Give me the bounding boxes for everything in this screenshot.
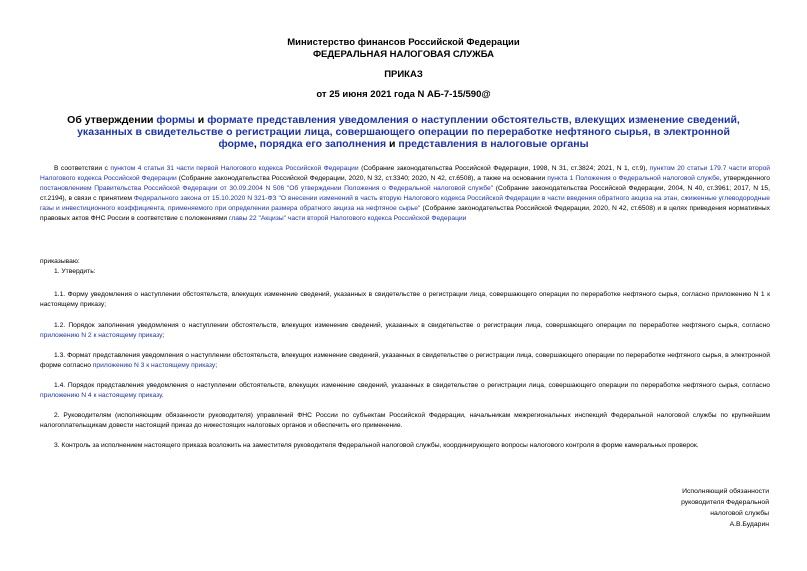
link-appendix-2[interactable]: приложению N 2 к настоящему приказу [40,331,163,339]
ministry-name: Министерство финансов Российской Федерации [287,37,520,48]
item-1-3 [40,351,770,371]
link-chapter-22[interactable]: главы 22 "Акцизы" части второй Налогового кодекса Российской Федерации [229,214,467,222]
link-government-decree[interactable]: постановлением Правительства Российской Федерации от 30.09.2004 N 506 "Об утверждении Положения о Федеральной налоговой службе" [40,184,494,192]
link-federal-law-321[interactable]: Федерального закона от 15.10.2020 N 321-ФЗ "О внесении изменений в часть вторую Налогового кодекса Российской Федерации в части введения обратного акциза на этан, сжиженные углеводородные газы и инвестиционного коэффициента, применяемого при определении размера обратного акциза на нефтяное сырье" [40,194,771,212]
signatory-name: А.В.Бударин [729,521,769,528]
signature-line-1: Исполняющий обязанности [682,488,769,495]
preamble-text: (Собрание законодательства Российской Федерации, 2020, N 42, ст.6508) и в целях приведения нормативных правовых актов ФНС России в соответствие с положениями [40,204,770,222]
item-text: . [161,391,164,399]
link-appendix-3[interactable]: приложению N 3 к настоящему приказу [92,361,216,369]
item-text: 1.3. Формат представления уведомления о наступлении обстоятельств, влекущих изменение сведений, указанных в свидетельстве о регистрации лица, совершающего операции по переработке нефтяного сырья, в электронной форме согласно [40,352,770,369]
item-text: ; [162,331,165,339]
item-1-1: 1.1. Форму уведомления о наступлении обстоятельств, влекущих изменение сведений, указанных в свидетельстве о регистрации лица, совершающего операции по переработке нефтяного сырья, согласно приложению N 1 к настоящему приказу; [40,291,770,308]
document-title [60,114,747,150]
preamble-text: (Собрание законодательства Российской Федерации, 1998, N 31, ст.3824; 2021, N 1, ст.9), [358,165,650,172]
item-text: 1.2. Порядок заполнения уведомления о наступлении обстоятельств, влекущих изменение сведений, указанных в свидетельстве о регистрации лица, совершающего операции по переработке нефтяного сырья, согласно [54,322,770,329]
order-word: приказываю: [40,258,80,265]
item-3: 3. Контроль за исполнением настоящего приказа возложить на заместителя руководителя Федеральной налоговой службы, координирующего вопросы налогового контроля в форме камеральных проверок. [54,442,699,449]
signature-line-3: налоговой службы [710,510,769,517]
title-link-procedure[interactable]: порядка его заполнения [259,138,387,150]
item-2: 2. Руководителям (исполняющим обязанности руководителя) управлений ФНС России по субъектам Российской Федерации, начальникам межрегиональных инспекций Федеральной налоговой службы по крупнейшим налогоплательщикам довести настоящий приказ до нижестоящих налоговых органов и обеспечить его применение. [40,412,770,429]
document-date-number: от 25 июня 2021 года N АБ-7-15/590@ [316,89,491,100]
title-text: и [386,138,399,150]
link-appendix-4[interactable]: приложению N 4 к настоящему приказу [40,391,162,399]
title-text: Об утверждении [67,114,157,126]
title-text: , [253,138,260,150]
preamble-text: В соответствии с [54,165,111,172]
signature-block [681,486,769,530]
item-text: ; [215,361,218,369]
title-link-form[interactable]: формы [156,114,195,126]
item-1: 1. Утвердить: [54,268,96,275]
title-text: и [194,114,208,126]
link-tax-code-art179[interactable]: пунктом 20 статьи 179.7 части второй Налогового кодекса Российской Федерации [40,165,771,182]
item-1-2 [40,321,770,341]
item-1-4 [40,381,770,401]
link-tax-code-art31[interactable]: пунктом 4 статьи 31 части первой Налогового кодекса Российской Федерации [110,165,359,172]
item-text: 1.4. Порядок представления уведомления о наступлении обстоятельств, влекущих изменение сведений, указанных в свидетельстве о регистрации лица, совершающего операции по переработке нефтяного сырья, согласно [54,382,770,389]
preamble-text: (Собрание законодательства Российской Федерации, 2004, N 40, ст.3961; 2017, N 15, ст.2194), в связи с принятием [40,184,770,202]
signature-line-2: руководителя Федеральной [681,499,769,506]
title-link-submission[interactable]: представления в налоговые органы [398,138,589,150]
link-fns-regulation[interactable]: пункта 1 Положения о Федеральной налоговой службе [547,174,720,182]
title-link-format[interactable]: формате представления уведомления о наступлении обстоятельств, влекущих изменение сведений, указанных в свидетельстве о регистрации лица, совершающего операции по переработке нефтяного сырья, в электронной форме [77,114,740,150]
preamble-text: (Собрание законодательства Российской Федерации, 2020, N 32, ст.3340; 2020, N 42, ст.6508), а также на основании [176,174,548,182]
preamble-paragraph [40,164,770,223]
preamble-text: , утвержденного [719,174,770,182]
service-name: ФЕДЕРАЛЬНАЯ НАЛОГОВАЯ СЛУЖБА [312,49,495,60]
document-type: ПРИКАЗ [384,69,423,80]
